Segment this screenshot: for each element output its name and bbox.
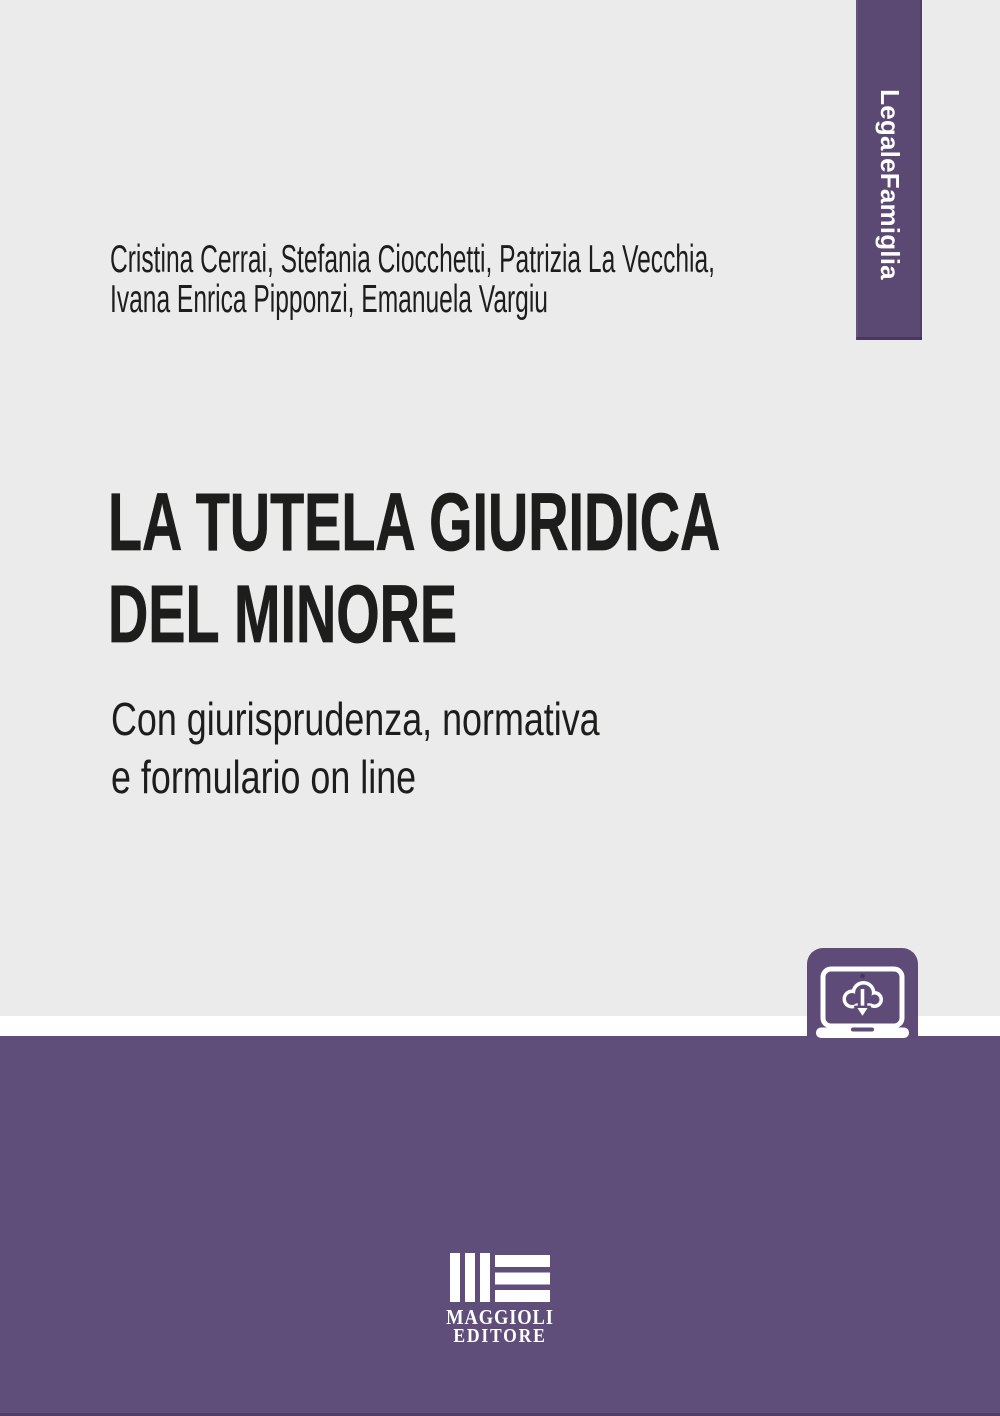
book-title-line-2: DEL MINORE <box>108 569 458 660</box>
publisher-logo <box>0 1253 1000 1346</box>
series-tab-label: LegaleFamiglia <box>874 88 905 280</box>
publisher-name: MAGGIOLI <box>446 1305 554 1329</box>
laptop-cloud-download-icon <box>807 948 918 1040</box>
book-subtitle-line-1: Con giurisprudenza, normativa <box>111 693 600 745</box>
book-subtitle-line-2: e formulario on line <box>111 751 417 803</box>
book-title <box>108 477 720 661</box>
authors <box>110 240 715 320</box>
book-subtitle <box>111 690 600 806</box>
maggioli-me-monogram-icon <box>450 1253 550 1302</box>
authors-line-2: Ivana Enrica Pipponzi, Emanuela Vargiu <box>110 278 548 321</box>
book-title-line-1: LA TUTELA GIURIDICA <box>108 477 721 568</box>
publisher-wordmark <box>60 1305 940 1347</box>
online-resources-badge <box>807 948 918 1038</box>
publisher-role: EDITORE <box>453 1325 547 1347</box>
authors-line-1: Cristina Cerrai, Stefania Ciocchetti, Patrizia La Vecchia, <box>110 238 715 281</box>
series-tab <box>856 0 922 340</box>
bottom-band <box>0 1036 1000 1416</box>
